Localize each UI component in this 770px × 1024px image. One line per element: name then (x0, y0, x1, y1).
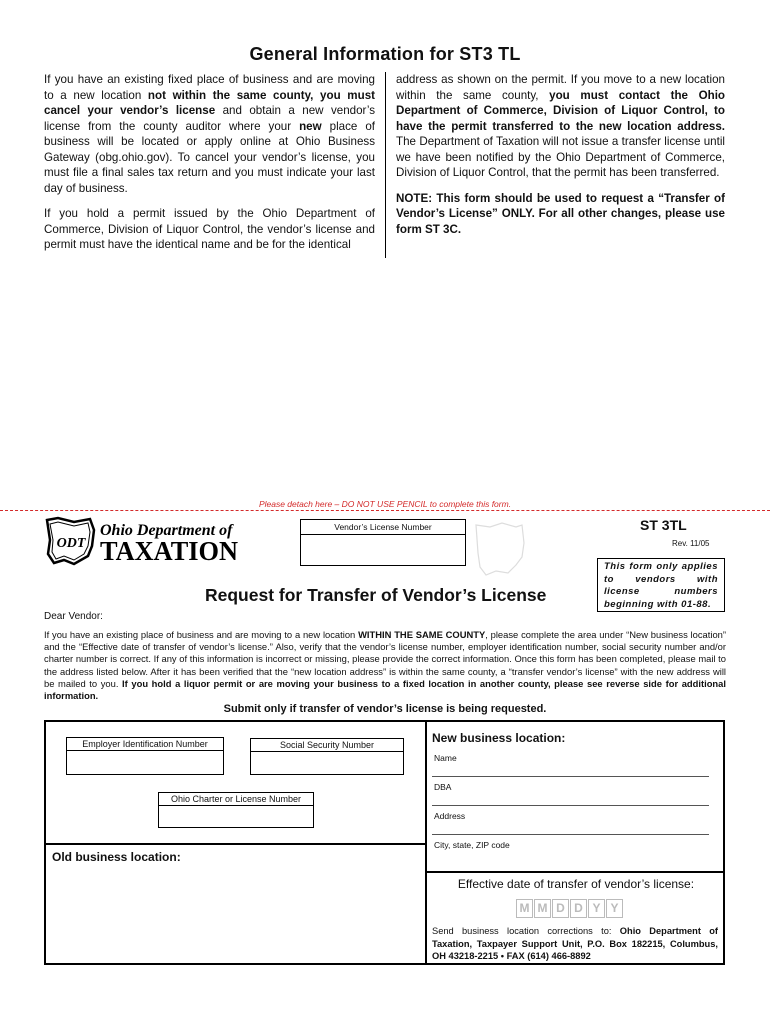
new-dba-label: DBA (434, 782, 452, 792)
effective-date-title: Effective date of transfer of vendor’s license: (457, 877, 695, 891)
left-paragraph-1: If you have an existing fixed place of business and are moving to a new location not within the same county, you must cancel your vendor’s license and obtain a new vendor’s license from the county auditor where your new place of business will be located or apply online at Ohio Business Gateway (obg.ohio.gov). To cancel your vendor’s license, you must file a final sales tax return and you must indicate your last day of business. (44, 73, 376, 195)
right-column (396, 72, 725, 247)
charter-field[interactable] (158, 805, 314, 828)
ein-label: Employer Identification Number (66, 737, 224, 751)
new-name-field[interactable] (432, 776, 709, 777)
column-divider (385, 72, 386, 258)
date-cell-year-1[interactable]: Y (588, 899, 605, 918)
intro-paragraph: If you have an existing place of business and are moving to a new location WITHIN THE SAME COUNTY, please complete the area under “New business location” and the “Effective date of transfer of vendor’s license.” Also, verify that the vendor’s license number, employer identification number, social security number and/or charter number is correct. If any of this information is incorrect or missing, please provide the correct information. Once this form has been completed, please mail to the address listed below. After it has been verified that the “new location address” is within the same county, a “transfer vendor’s license” with the new address will be mailed to you. If you hold a liquor permit or are moving your business to a fixed location in another county, please see reverse side for additional information. (44, 629, 726, 702)
eligibility-notice: This form only applies to vendors with license numbers beginning with 01-88. (597, 558, 725, 612)
date-cell-year-2[interactable]: Y (606, 899, 623, 918)
svg-text:Ohio Department of: Ohio Department of (100, 522, 233, 539)
effective-date-divider (425, 871, 725, 873)
form-title: Request for Transfer of Vendor’s License (205, 585, 547, 605)
send-corrections-note: Send business location corrections to: Ohio Department of Taxation, Taxpayer Support Unit, P.O. Box 182215, Columbus, OH 43218-2215 • FAX (614) 466-8892 (432, 926, 718, 961)
ohio-emblem-icon (44, 516, 244, 568)
ohio-outline-icon (472, 521, 530, 579)
old-location-divider (44, 843, 427, 845)
left-column (44, 72, 375, 263)
new-city-label: City, state, ZIP code (434, 840, 510, 850)
ein-field[interactable] (66, 750, 224, 775)
new-location-title: New business location: (432, 731, 566, 745)
right-paragraph-1: address as shown on the permit. If you move to a new location within the same county, you must contact the Ohio Department of Commerce, Division of Liquor Control, to have the permit transferred to the new location address. The Department of Taxation will not issue a transfer license until we have been notified by the Ohio Department of Commerce, Division of Liquor Control, that the permit has been transferred. (396, 73, 726, 179)
new-address-field[interactable] (432, 834, 709, 835)
revision-date: Rev. 11/05 (672, 539, 710, 548)
page-title: General Information for ST3 TL (249, 44, 521, 64)
new-address-label: Address (434, 811, 466, 821)
old-location-title: Old business location: (52, 850, 181, 864)
effective-date-field[interactable] (516, 899, 624, 918)
salutation: Dear Vendor: (44, 611, 103, 622)
vendor-license-label: Vendor’s License Number (300, 519, 466, 535)
date-cell-day-1[interactable]: D (552, 899, 569, 918)
svg-text:ODT: ODT (56, 536, 86, 551)
detach-instruction: Please detach here – DO NOT USE PENCIL to complete this form. (258, 499, 512, 509)
svg-text:TAXATION: TAXATION (100, 536, 239, 566)
vendor-license-field[interactable] (300, 533, 466, 566)
charter-label: Ohio Charter or License Number (158, 792, 314, 806)
date-cell-month-2[interactable]: M (534, 899, 551, 918)
new-dba-field[interactable] (432, 805, 709, 806)
submit-note: Submit only if transfer of vendor’s license is being requested. (223, 703, 547, 715)
date-cell-month-1[interactable]: M (516, 899, 533, 918)
new-name-label: Name (434, 753, 457, 763)
left-paragraph-2: If you hold a permit issued by the Ohio Department of Commerce, Division of Liquor Control, the vendor’s license and permit must have the identical name and be for the identical (44, 207, 375, 251)
detach-line (0, 510, 770, 511)
form-code: ST 3TL (640, 517, 687, 533)
odt-logo (44, 516, 244, 573)
note-paragraph: NOTE: This form should be used to request a “Transfer of Vendor’s License” ONLY. For all other changes, please use form ST 3C. (396, 191, 725, 236)
ssn-label: Social Security Number (250, 738, 404, 752)
ssn-field[interactable] (250, 751, 404, 775)
date-cell-day-2[interactable]: D (570, 899, 587, 918)
